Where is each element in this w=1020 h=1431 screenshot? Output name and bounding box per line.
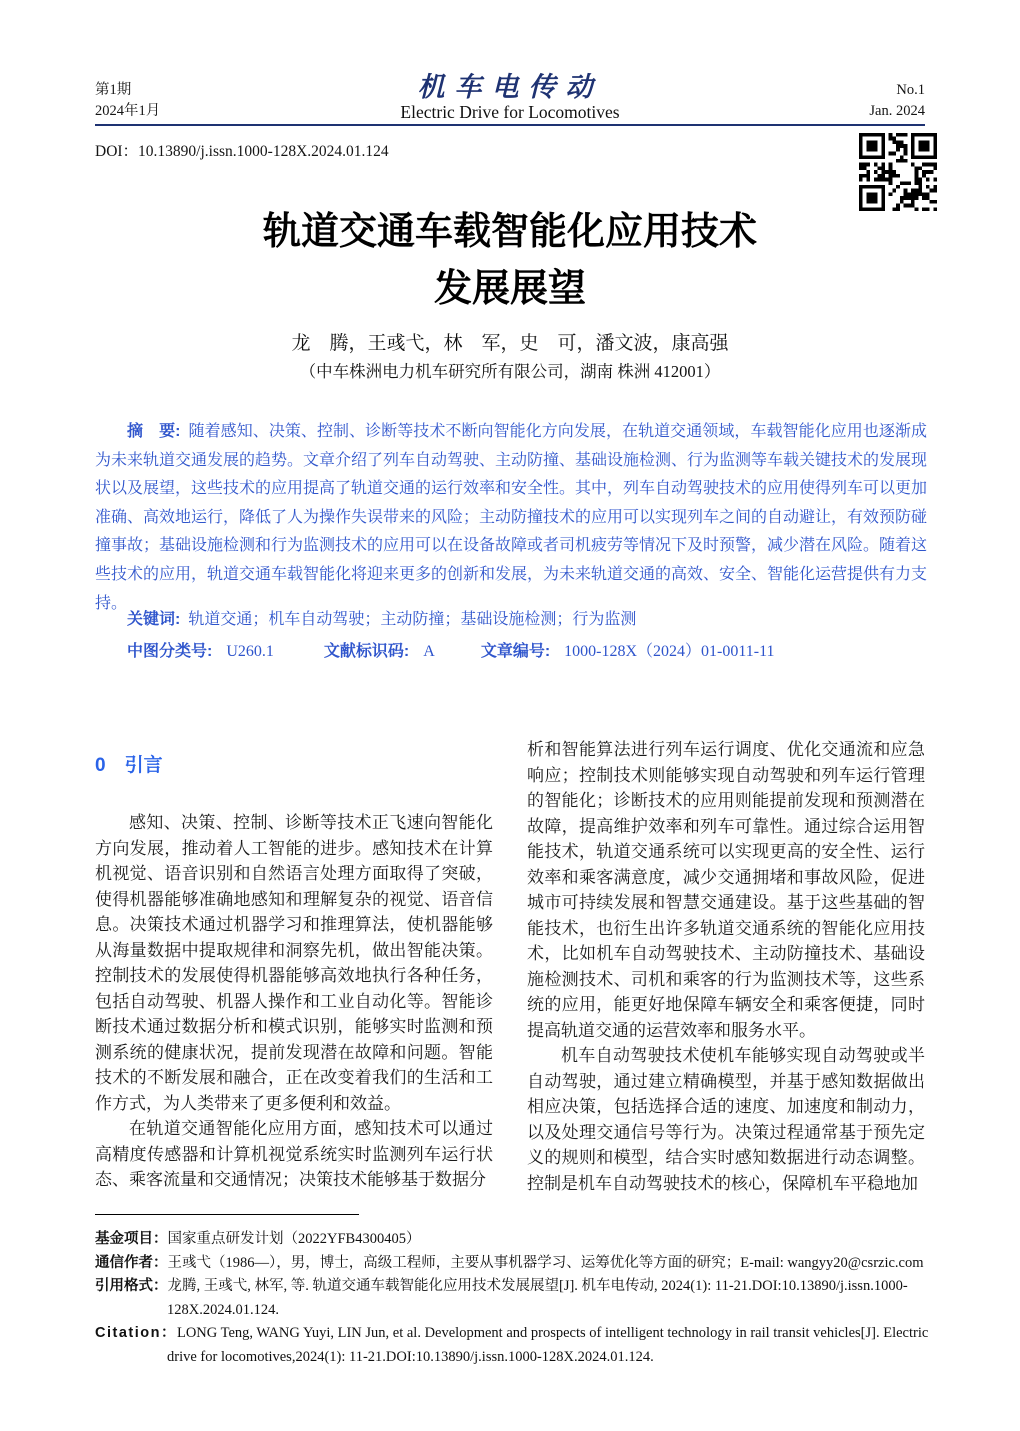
journal-header bbox=[95, 74, 925, 126]
abstract-label: 摘 要: bbox=[127, 423, 181, 440]
article-title-line1: 轨道交通车载智能化应用技术 bbox=[262, 211, 757, 253]
body-columns bbox=[95, 737, 925, 1196]
clc-number: 中图分类号: U260.1 bbox=[127, 643, 274, 660]
body-paragraph: 感知、决策、控制、诊断等技术正飞速向智能化方向发展，推动着人工智能的进步。感知技术在计算机视觉、语音识别和自然语言处理方面取得了突破，使得机器能够准确地感知和理解复杂的视觉、语音信息。决策技术通过机器学习和推理算法，使机器能够从海量数据中提取规律和洞察先机，做出智能决策。控制技术的发展使得机器能够高效地执行各种任务，包括自动驾驶、机器人操作和工业自动化等。智能诊断技术通过数据分析和模式识别，能够实时监测和预测系统的健康状况，提前发现潜在故障和问题。智能技术的不断发展和融合，正在改变着我们的生活和工作方式，为人类带来了更多便利和效益。 bbox=[95, 813, 493, 1113]
body-paragraph: 析和智能算法进行列车运行调度、优化交通流和应急响应；控制技术则能够实现自动驾驶和列车运行管理的智能化；诊断技术的应用则能提前发现和预测潜在故障，提高维护效率和列车可靠性。通过综合运用智能技术，轨道交通系统可以实现更高的安全性、运行效率和乘客满意度，减少交通拥堵和事故风险，促进城市可持续发展和智慧交通建设。基于这些基础的智能技术，也衍生出许多轨道交通系统的智能化应用技术，比如机车自动驾驶技术、主动防撞技术、基础设施检测技术、司机和乘客的行为监测技术等，这些系统的应用，能更好地保障车辆安全和乘客便捷，同时提高轨道交通的运营效率和服务水平。 bbox=[527, 740, 925, 1040]
body-paragraph: 机车自动驾驶技术使机车能够实现自动驾驶或半自动驾驶，通过建立精确模型，并基于感知数据做出相应决策，包括选择合适的速度、加速度和制动力，以及处理交通信号等行为。决策过程通常基于预先定义的规则和模型，结合实时感知数据进行动态调整。控制是机车自动驾驶技术的核心，保障机车平稳地加 bbox=[527, 1046, 925, 1193]
article-id: 文章编号: 1000-128X（2024）01-0011-11 bbox=[480, 643, 775, 660]
qr-code bbox=[859, 133, 937, 211]
journal-name-block bbox=[95, 74, 925, 122]
footnote-citation-en: Citation：LONG Teng, WANG Yuyi, LIN Jun, et al. Development and prospects of intelligent technology in rail transit vehicles[J]. Electric drive for locomotives,2024(1): 11-21.DOI:10.13890/j.issn.1000-128X.2024.01.124. bbox=[95, 1325, 929, 1365]
header-issue-en bbox=[869, 80, 925, 122]
journal-name-en: Electric Drive for Locomotives bbox=[400, 102, 620, 122]
affiliation-line: （中车株洲电力机车研究所有限公司，湖南 株洲 412001） bbox=[299, 362, 721, 381]
abstract-block bbox=[95, 418, 927, 618]
footnote-rule bbox=[95, 1214, 359, 1215]
issue-number-cn: 第1期 bbox=[95, 82, 132, 98]
footnote-author-label: 通信作者： bbox=[95, 1254, 168, 1271]
footnote-citation-en-label: Citation： bbox=[95, 1325, 177, 1341]
document-code: 文献标识码: A bbox=[323, 643, 435, 660]
doi-line: DOI：10.13890/j.issn.1000-128X.2024.01.124 bbox=[95, 143, 389, 160]
keywords-line bbox=[95, 606, 927, 634]
authors-line: 龙 腾，王彧弋，林 军，史 可，潘文波，康高强 bbox=[291, 333, 729, 354]
journal-name-cn: 机车电传动 bbox=[417, 72, 603, 103]
document-code-label: 文献标识码: bbox=[323, 643, 410, 660]
issue-date-en: Jan. 2024 bbox=[869, 103, 925, 119]
left-column bbox=[95, 737, 493, 1196]
right-column bbox=[527, 737, 925, 1196]
classification-line bbox=[95, 638, 927, 666]
body-paragraph: 在轨道交通智能化应用方面，感知技术可以通过高精度传感器和计算机视觉系统实时监测列车运行状态、乘客流量和交通情况；决策技术能够基于数据分 bbox=[95, 1119, 493, 1189]
section-heading-0: 0 引言 bbox=[95, 755, 163, 776]
footnote-funding-label: 基金项目： bbox=[95, 1231, 168, 1247]
keywords-text: 轨道交通；机车自动驾驶；主动防撞；基础设施检测；行为监测 bbox=[188, 611, 637, 628]
article-title-line2: 发展展望 bbox=[433, 268, 586, 310]
article-title bbox=[0, 204, 1020, 318]
abstract-paragraph bbox=[95, 418, 927, 618]
keywords-label: 关键词: bbox=[127, 611, 181, 628]
footnote-block bbox=[95, 1228, 929, 1369]
footnote-corresponding-author: 通信作者：王彧弋（1986—），男，博士，高级工程师，主要从事机器学习、运筹优化等方面的研究；E-mail: wangyy20@csrzic.com bbox=[95, 1254, 924, 1271]
issue-date-cn: 2024年1月 bbox=[95, 103, 161, 119]
footnote-citation-cn-label: 引用格式： bbox=[95, 1278, 168, 1294]
footnote-citation-cn: 引用格式：龙腾, 王彧弋, 林军, 等. 轨道交通车载智能化应用技术发展展望[J]. 机车电传动, 2024(1): 11-21.DOI:10.13890/j.issn.1000-128X.2024.01.124. bbox=[95, 1278, 908, 1318]
abstract-text: 随着感知、决策、控制、诊断等技术不断向智能化方向发展，在轨道交通领域，车载智能化应用也逐渐成为未来轨道交通发展的趋势。文章介绍了列车自动驾驶、主动防撞、基础设施检测、行为监测等车载关键技术的发展现状以及展望，这些技术的应用提高了轨道交通的运行效率和安全性。其中，列车自动驾驶技术的应用使得列车可以更加准确、高效地运行，降低了人为操作失误带来的风险；主动防撞技术的应用可以实现列车之间的自动避让，有效预防碰撞事故；基础设施检测和行为监测技术的应用可以在设备故障或者司机疲劳等情况下及时预警，减少潜在风险。随着这些技术的应用，轨道交通车载智能化将迎来更多的创新和发展，为未来轨道交通的高效、安全、智能化运营提供有力支持。 bbox=[95, 423, 928, 612]
article-id-label: 文章编号: bbox=[480, 643, 551, 660]
footnote-funding: 基金项目：国家重点研发计划（2022YFB4300405） bbox=[95, 1231, 421, 1247]
clc-label: 中图分类号: bbox=[127, 643, 213, 660]
issue-number-en: No.1 bbox=[896, 82, 925, 98]
